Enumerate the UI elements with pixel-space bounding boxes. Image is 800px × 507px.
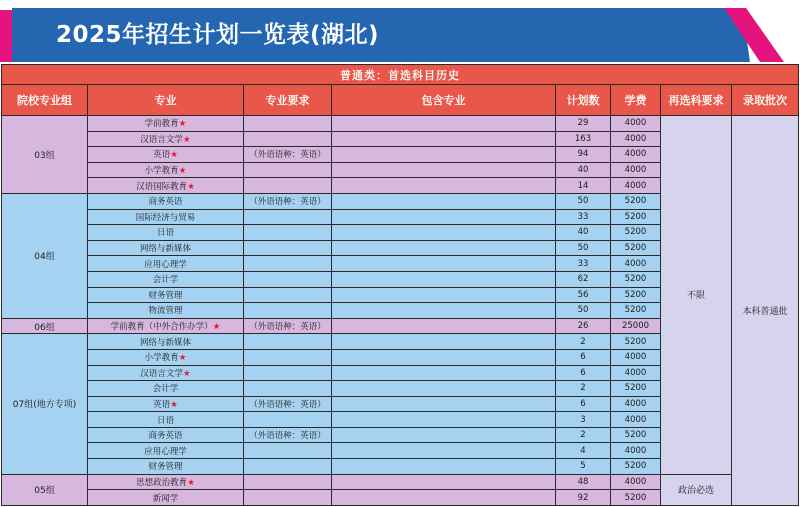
group-name-cell: 03组: [2, 116, 88, 194]
plan-count-cell: 2: [556, 334, 611, 350]
requirement-cell: [244, 349, 332, 365]
major-cell: [88, 365, 244, 381]
major-name: 小学教育: [144, 353, 179, 364]
major-cell: [88, 427, 244, 443]
banner-accent-left: [0, 10, 12, 62]
included-majors-cell: [332, 349, 556, 365]
requirement-cell: [244, 178, 332, 194]
title-banner: [0, 0, 800, 62]
major-name: 网络与新媒体: [139, 244, 191, 255]
major-name: 应用心理学: [144, 446, 187, 457]
requirement-cell: [244, 162, 332, 178]
plan-count-cell: 33: [556, 209, 611, 225]
requirement-cell: [244, 381, 332, 397]
major-cell: [88, 412, 244, 428]
included-majors-cell: [332, 443, 556, 459]
requirement-cell: [244, 131, 332, 147]
tuition-cell: 4000: [611, 443, 661, 459]
header-reselect-requirement: 再选科要求: [661, 85, 732, 116]
tuition-cell: 5200: [611, 427, 661, 443]
star-icon: ★: [178, 353, 187, 364]
included-majors-cell: [332, 287, 556, 303]
major-name: 日语: [156, 415, 174, 426]
header-plan-count: 计划数: [556, 85, 611, 116]
major-cell: [88, 225, 244, 241]
plan-count-cell: 2: [556, 381, 611, 397]
table-row: [2, 116, 799, 132]
tuition-cell: 4000: [611, 365, 661, 381]
star-icon: ★: [182, 368, 191, 379]
tuition-cell: 4000: [611, 131, 661, 147]
tuition-cell: 5200: [611, 334, 661, 350]
major-name: 网络与新媒体: [139, 337, 191, 348]
header-major: 专业: [88, 85, 244, 116]
tuition-cell: 5200: [611, 271, 661, 287]
requirement-cell: [244, 116, 332, 132]
major-cell: [88, 287, 244, 303]
plan-count-cell: 48: [556, 474, 611, 490]
group-name-cell: 07组(地方专项): [2, 334, 88, 474]
table-body: [2, 116, 799, 506]
tuition-cell: 4000: [611, 396, 661, 412]
requirement-cell: [244, 365, 332, 381]
tuition-cell: 4000: [611, 178, 661, 194]
major-name: 思想政治教育: [136, 477, 188, 488]
included-majors-cell: [332, 303, 556, 319]
included-majors-cell: [332, 318, 556, 334]
group-name-cell: 05组: [2, 474, 88, 505]
tuition-cell: 4000: [611, 116, 661, 132]
plan-count-cell: 2: [556, 427, 611, 443]
major-name: 物流管理: [148, 306, 183, 317]
included-majors-cell: [332, 396, 556, 412]
major-cell: [88, 131, 244, 147]
included-majors-cell: [332, 271, 556, 287]
tuition-cell: 4000: [611, 412, 661, 428]
included-majors-cell: [332, 131, 556, 147]
included-majors-cell: [332, 427, 556, 443]
header-tuition: 学费: [611, 85, 661, 116]
tuition-cell: 5200: [611, 381, 661, 397]
included-majors-cell: [332, 116, 556, 132]
tuition-cell: 4000: [611, 147, 661, 163]
requirement-cell: [244, 334, 332, 350]
major-name: 学前教育（中外合作办学）: [110, 322, 213, 333]
plan-count-cell: 94: [556, 147, 611, 163]
included-majors-cell: [332, 209, 556, 225]
page-title: 2025年招生计划一览表(湖北): [56, 22, 380, 48]
enrollment-plan-table: [1, 64, 799, 506]
major-name: 国际经济与贸易: [135, 212, 196, 223]
plan-count-cell: 50: [556, 193, 611, 209]
requirement-cell: [244, 256, 332, 272]
included-majors-cell: [332, 490, 556, 506]
requirement-cell: [244, 209, 332, 225]
major-cell: [88, 490, 244, 506]
star-icon: ★: [178, 119, 187, 130]
plan-count-cell: 14: [556, 178, 611, 194]
major-cell: [88, 396, 244, 412]
plan-count-cell: 56: [556, 287, 611, 303]
plan-count-cell: 5: [556, 459, 611, 475]
requirement-cell: [244, 474, 332, 490]
requirement-cell: [244, 303, 332, 319]
major-cell: [88, 318, 244, 334]
major-cell: [88, 474, 244, 490]
tuition-cell: 5200: [611, 193, 661, 209]
major-cell: [88, 162, 244, 178]
included-majors-cell: [332, 147, 556, 163]
major-cell: [88, 334, 244, 350]
category-header: 普通类：首选科目历史: [2, 65, 799, 85]
requirement-cell: [244, 459, 332, 475]
major-name: 日语: [156, 228, 174, 239]
reselect-requirement-cell: 政治必选: [661, 474, 732, 505]
star-icon: ★: [178, 166, 187, 177]
plan-count-cell: 33: [556, 256, 611, 272]
major-cell: [88, 443, 244, 459]
requirement-cell: [244, 490, 332, 506]
plan-count-cell: 6: [556, 396, 611, 412]
major-cell: [88, 116, 244, 132]
requirement-cell: （外语语种：英语）: [244, 427, 332, 443]
major-cell: [88, 303, 244, 319]
major-name: 会计学: [152, 384, 179, 395]
plan-count-cell: 26: [556, 318, 611, 334]
header-group: 院校专业组: [2, 85, 88, 116]
major-cell: [88, 209, 244, 225]
requirement-cell: [244, 225, 332, 241]
plan-count-cell: 40: [556, 225, 611, 241]
included-majors-cell: [332, 178, 556, 194]
admission-batch-cell: 本科普通批: [732, 116, 799, 506]
requirement-cell: （外语语种：英语）: [244, 318, 332, 334]
major-cell: [88, 193, 244, 209]
tuition-cell: 5200: [611, 225, 661, 241]
major-name: 小学教育: [144, 166, 179, 177]
tuition-cell: 5200: [611, 459, 661, 475]
major-name: 汉语言文学: [140, 134, 183, 145]
major-name: 财务管理: [148, 290, 183, 301]
header-included-majors: 包含专业: [332, 85, 556, 116]
included-majors-cell: [332, 240, 556, 256]
tuition-cell: 5200: [611, 240, 661, 256]
major-name: 财务管理: [148, 462, 183, 473]
major-cell: [88, 459, 244, 475]
star-icon: ★: [212, 322, 221, 333]
plan-count-cell: 163: [556, 131, 611, 147]
plan-count-cell: 50: [556, 303, 611, 319]
requirement-cell: （外语语种：英语）: [244, 193, 332, 209]
header-admission-batch: 录取批次: [732, 85, 799, 116]
major-name: 商务英语: [148, 197, 183, 208]
major-cell: [88, 240, 244, 256]
requirement-cell: [244, 443, 332, 459]
major-cell: [88, 147, 244, 163]
major-name: 汉语国际教育: [136, 181, 188, 192]
major-name: 学前教育: [144, 119, 179, 130]
plan-count-cell: 29: [556, 116, 611, 132]
included-majors-cell: [332, 474, 556, 490]
plan-count-cell: 3: [556, 412, 611, 428]
plan-count-cell: 50: [556, 240, 611, 256]
included-majors-cell: [332, 412, 556, 428]
tuition-cell: 25000: [611, 318, 661, 334]
tuition-cell: 5200: [611, 209, 661, 225]
requirement-cell: （外语语种：英语）: [244, 396, 332, 412]
included-majors-cell: [332, 225, 556, 241]
star-icon: ★: [182, 134, 191, 145]
tuition-cell: 5200: [611, 287, 661, 303]
included-majors-cell: [332, 365, 556, 381]
plan-count-cell: 40: [556, 162, 611, 178]
plan-count-cell: 6: [556, 349, 611, 365]
major-name: 商务英语: [148, 431, 183, 442]
group-name-cell: 04组: [2, 193, 88, 318]
included-majors-cell: [332, 381, 556, 397]
major-cell: [88, 349, 244, 365]
star-icon: ★: [170, 150, 178, 161]
star-icon: ★: [187, 477, 195, 488]
major-cell: [88, 271, 244, 287]
reselect-requirement-cell: 不限: [661, 116, 732, 475]
included-majors-cell: [332, 162, 556, 178]
major-cell: [88, 256, 244, 272]
requirement-cell: [244, 287, 332, 303]
plan-count-cell: 6: [556, 365, 611, 381]
tuition-cell: 4000: [611, 162, 661, 178]
major-name: 英语: [153, 150, 171, 161]
tuition-cell: 4000: [611, 349, 661, 365]
tuition-cell: 4000: [611, 474, 661, 490]
major-cell: [88, 381, 244, 397]
plan-count-cell: 4: [556, 443, 611, 459]
major-name: 英语: [153, 399, 171, 410]
included-majors-cell: [332, 334, 556, 350]
requirement-cell: （外语语种：英语）: [244, 147, 332, 163]
plan-count-cell: 92: [556, 490, 611, 506]
requirement-cell: [244, 271, 332, 287]
requirement-cell: [244, 412, 332, 428]
plan-count-cell: 62: [556, 271, 611, 287]
column-header-row: [2, 85, 799, 116]
major-name: 应用心理学: [144, 259, 187, 270]
header-requirement: 专业要求: [244, 85, 332, 116]
group-name-cell: 06组: [2, 318, 88, 334]
tuition-cell: 5200: [611, 303, 661, 319]
tuition-cell: 5200: [611, 490, 661, 506]
table-row: [2, 474, 799, 490]
star-icon: ★: [187, 181, 195, 192]
requirement-cell: [244, 240, 332, 256]
major-cell: [88, 178, 244, 194]
major-name: 汉语言文学: [140, 368, 183, 379]
included-majors-cell: [332, 459, 556, 475]
included-majors-cell: [332, 193, 556, 209]
star-icon: ★: [170, 399, 178, 410]
tuition-cell: 4000: [611, 256, 661, 272]
included-majors-cell: [332, 256, 556, 272]
major-name: 会计学: [152, 275, 179, 286]
major-name: 新闻学: [152, 493, 179, 504]
